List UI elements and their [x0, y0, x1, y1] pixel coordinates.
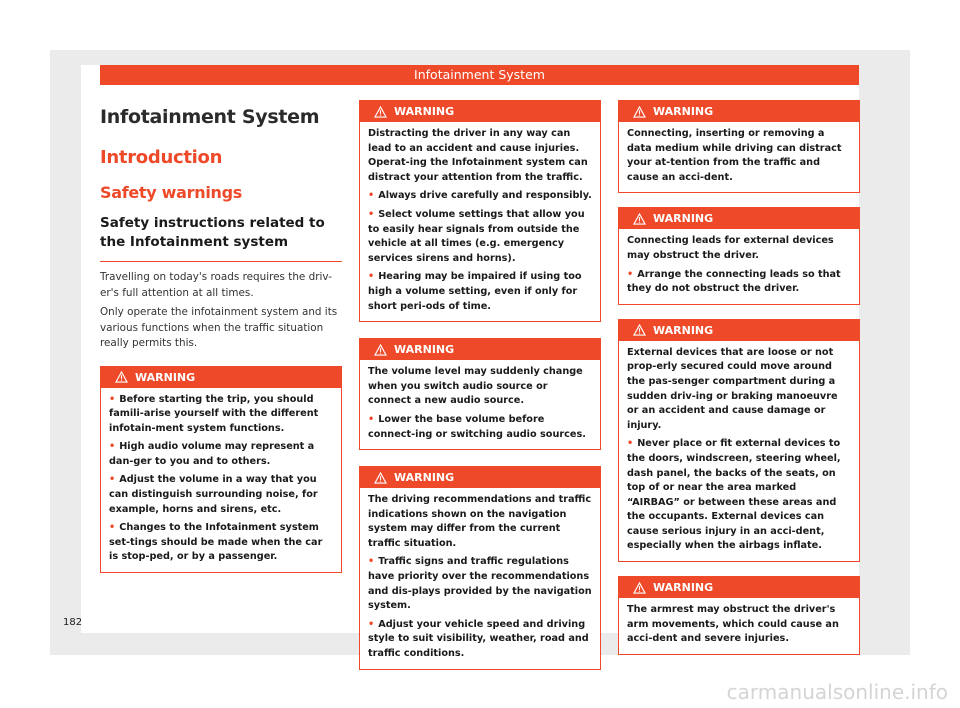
- warning-bullet: • High audio volume may represent a dan-ger to you and to others.: [109, 441, 315, 467]
- warning-label: WARNING: [653, 581, 714, 595]
- warning-body: [360, 122, 600, 321]
- warning-header: [360, 467, 600, 488]
- warning-text: External devices that are loose or not prop-erly secured could move around the pas-senger compartment during a sudden driv-ing or braking manoeuvre or an accident and cause damage or injury.: [627, 346, 838, 431]
- warning-body: [360, 488, 600, 669]
- chapter-title: Infotainment System: [100, 106, 320, 128]
- warning-triangle-icon: [374, 472, 387, 484]
- warning-bullet: • Always drive carefully and responsibly.: [368, 190, 592, 202]
- warning-triangle-icon: [374, 344, 387, 356]
- warning-bullet: • Adjust your vehicle speed and driving style to suit visibility, weather, road and traffic conditions.: [368, 618, 589, 660]
- warning-label: WARNING: [394, 105, 455, 118]
- warning-bullet: • Changes to the Infotainment system set-tings should be made when the car is stop-ped, or by a passenger.: [109, 522, 323, 563]
- column-right: [618, 100, 860, 669]
- warning-header: [619, 577, 859, 598]
- warning-box: [100, 366, 342, 574]
- warning-box: [618, 100, 860, 193]
- warning-box: [359, 100, 601, 322]
- warning-label: WARNING: [653, 323, 714, 337]
- warning-bullet: • Select volume settings that allow you to easily hear signals from outside the vehicle at all times (e.g. emergency services sirens and horns).: [368, 208, 585, 264]
- warning-body: [619, 598, 859, 654]
- warning-label: WARNING: [653, 212, 714, 226]
- chapter-header: Infotainment System: [100, 65, 859, 85]
- warning-text: The driving recommendations and traffic indications shown on the navigation system may differ from the current traffic situation.: [368, 494, 592, 549]
- column-left: [100, 100, 342, 587]
- warning-text: Connecting, inserting or removing a data medium while driving can distract your at-tention from the traffic and cause an acci-dent.: [627, 128, 842, 183]
- warning-bullet: • Never place or fit external devices to the doors, windscreen, steering wheel, dash panel, the backs of the seats, on top of or near the area marked “AIRBAG” or between these areas and the occupants. External devices can cause serious injury in an acci-dent, especially when the airbags inflate.: [627, 438, 841, 552]
- page-number: 182: [63, 617, 83, 628]
- warning-header: [619, 320, 859, 341]
- warning-text: Connecting leads for external devices may obstruct the driver.: [627, 235, 834, 261]
- warning-triangle-icon: [374, 106, 387, 118]
- section-title: Introduction: [100, 147, 223, 168]
- warning-triangle-icon: [633, 106, 646, 118]
- warning-label: WARNING: [135, 370, 196, 384]
- warning-box: [359, 466, 601, 670]
- subsection-title: Safety warnings: [100, 183, 242, 202]
- warning-box: [618, 207, 860, 304]
- warning-label: WARNING: [394, 343, 455, 357]
- warning-box: [359, 338, 601, 450]
- topic-title: Safety instructions related to the Infotainment system: [100, 214, 342, 262]
- warning-header: [360, 101, 600, 122]
- warning-label: WARNING: [653, 105, 714, 118]
- warning-box: [618, 319, 860, 562]
- warning-triangle-icon: [115, 371, 128, 383]
- warning-body: [101, 388, 341, 573]
- warning-text: Distracting the driver in any way can lead to an accident and cause injuries. Operat-ing the Infotainment system can distract your attention from the traffic.: [368, 128, 588, 183]
- warning-body: [619, 122, 859, 192]
- warning-header: [619, 101, 859, 122]
- warning-bullet: • Hearing may be impaired if using too high a volume setting, even if only for short peri-ods of time.: [368, 271, 582, 312]
- warning-triangle-icon: [633, 324, 646, 336]
- warning-bullet: • Before starting the trip, you should famili-arise yourself with the different infotain-ment system functions.: [109, 393, 319, 434]
- warning-box: [618, 576, 860, 655]
- intro-paragraph: Travelling on today's roads requires the driv-er's full attention at all times.: [100, 271, 332, 299]
- warning-header: [360, 339, 600, 360]
- intro-paragraph: Only operate the infotainment system and its various functions when the traffic situation really permits this.: [100, 306, 338, 349]
- warning-bullet: • Adjust the volume in a way that you can distinguish surrounding noise, for example, horns and sirens, etc.: [109, 474, 318, 515]
- warning-header: [101, 367, 341, 388]
- warning-text: The volume level may suddenly change when you switch audio source or connect a new audio source.: [368, 366, 583, 407]
- column-middle: [359, 100, 601, 684]
- warning-body: [360, 360, 600, 449]
- warning-body: [619, 229, 859, 303]
- warning-header: [619, 208, 859, 229]
- warning-bullet: • Traffic signs and traffic regulations have priority over the recommendations and dis-plays provided by the navigation system.: [368, 556, 592, 612]
- warning-label: WARNING: [394, 471, 455, 485]
- warning-bullet: • Arrange the connecting leads so that they do not obstruct the driver.: [627, 268, 841, 295]
- warning-triangle-icon: [633, 582, 646, 594]
- warning-text: The armrest may obstruct the driver's arm movements, which could cause an acci-dent and severe injuries.: [627, 604, 839, 645]
- warning-triangle-icon: [633, 213, 646, 225]
- warning-bullet: • Lower the base volume before connect-ing or switching audio sources.: [368, 413, 586, 440]
- warning-body: [619, 341, 859, 561]
- watermark: carmanualsonline.info: [726, 680, 948, 704]
